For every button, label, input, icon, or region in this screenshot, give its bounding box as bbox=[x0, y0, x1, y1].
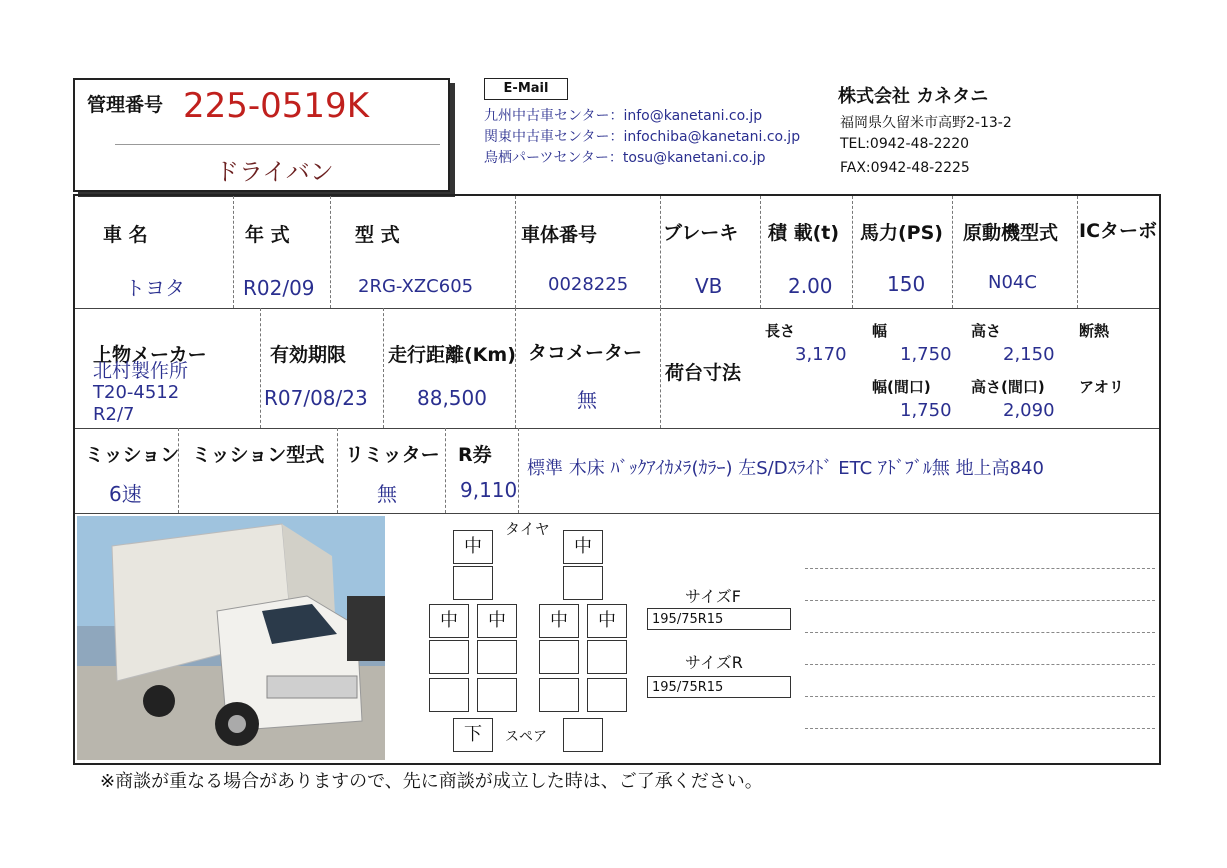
header-tachometer: タコメーター bbox=[528, 342, 643, 364]
spare-label: スペア bbox=[505, 729, 547, 745]
tire-empty-slot bbox=[563, 566, 603, 600]
tire-rear-right-outer: 中 bbox=[587, 604, 627, 638]
value-limiter: 無 bbox=[377, 482, 397, 506]
header-engine-type: 原動機型式 bbox=[963, 222, 1059, 244]
value-r-ticket: 9,110 bbox=[460, 478, 518, 502]
tire-empty-slot bbox=[539, 640, 579, 674]
row-divider bbox=[75, 513, 1159, 514]
value-engine-type: N04C bbox=[988, 272, 1037, 293]
tire-spare: 下 bbox=[453, 718, 493, 752]
body-maker-serial: T20-4512 bbox=[93, 382, 180, 403]
note-line bbox=[805, 696, 1155, 697]
body-maker-date: R2/7 bbox=[93, 404, 135, 425]
contact-email[interactable]: info@kanetani.co.jp bbox=[623, 108, 763, 124]
value-width-opening: 1,750 bbox=[900, 400, 952, 421]
tire-empty-slot bbox=[477, 678, 517, 712]
tire-empty-slot bbox=[587, 678, 627, 712]
company-name: 株式会社 カネタニ bbox=[838, 86, 989, 107]
contact-center: 九州中古車センター： bbox=[484, 108, 624, 124]
note-line bbox=[805, 728, 1155, 729]
header-vehicle-name: 車 名 bbox=[103, 224, 148, 246]
value-horsepower: 150 bbox=[887, 272, 926, 296]
body-maker-name: 北村製作所 bbox=[93, 360, 189, 382]
value-height-opening: 2,090 bbox=[1003, 400, 1055, 421]
tire-rear-left-inner: 中 bbox=[477, 604, 517, 638]
row-divider bbox=[75, 308, 1159, 309]
header-ic-turbo: ICターボ bbox=[1079, 220, 1158, 242]
tire-rear-right-inner: 中 bbox=[539, 604, 579, 638]
value-chassis-number: 0028225 bbox=[548, 274, 629, 295]
header-body-maker: 上物メーカー bbox=[93, 344, 207, 366]
size-rear-label: サイズR bbox=[685, 653, 743, 672]
col-divider bbox=[337, 428, 338, 513]
value-vehicle-name: トヨタ bbox=[125, 276, 185, 300]
col-divider bbox=[515, 308, 516, 428]
body-maker-block bbox=[93, 360, 188, 426]
col-divider bbox=[760, 196, 761, 308]
tire-front-left: 中 bbox=[453, 530, 493, 564]
mgmt-label: 管理番号 bbox=[87, 94, 164, 116]
tire-front-right: 中 bbox=[563, 530, 603, 564]
col-divider bbox=[330, 196, 331, 308]
header-brake: ブレーキ bbox=[663, 222, 739, 244]
header-mileage: 走行距離(Km) bbox=[388, 344, 516, 366]
col-divider bbox=[445, 428, 446, 513]
label-insulation: 断熱 bbox=[1079, 322, 1110, 340]
tire-empty-slot bbox=[539, 678, 579, 712]
tire-empty-slot bbox=[453, 566, 493, 600]
col-divider bbox=[233, 196, 234, 308]
options-text: 標準 木床 ﾊﾞｯｸｱｲｶﾒﾗ(ｶﾗｰ) 左S/Dｽﾗｲﾄﾞ ETC ｱﾄﾞﾌﾞﾙ無 地上高840 bbox=[527, 458, 1044, 479]
value-tachometer: 無 bbox=[577, 388, 597, 412]
col-divider bbox=[518, 428, 519, 513]
value-length: 3,170 bbox=[795, 344, 847, 365]
tire-label: タイヤ bbox=[505, 520, 550, 538]
company-address: 福岡県久留米市高野2-13-2 bbox=[840, 115, 1012, 131]
contact-center: 関東中古車センター： bbox=[484, 129, 624, 145]
header-limiter: リミッター bbox=[345, 444, 440, 466]
contact-center: 鳥栖パーツセンター： bbox=[484, 150, 623, 166]
mgmt-number: 225-0519K bbox=[183, 86, 369, 126]
truck-photo bbox=[77, 516, 385, 760]
contact-email[interactable]: infochiba@kanetani.co.jp bbox=[623, 129, 801, 145]
header-chassis-number: 車体番号 bbox=[521, 224, 598, 246]
label-length: 長さ bbox=[765, 322, 796, 340]
label-aori: アオリ bbox=[1079, 378, 1124, 396]
size-rear-value: 195/75R15 bbox=[647, 676, 791, 698]
col-divider bbox=[952, 196, 953, 308]
tire-empty-slot bbox=[477, 640, 517, 674]
header-year: 年 式 bbox=[245, 224, 290, 246]
col-divider bbox=[1077, 196, 1078, 308]
header-cargo-dimensions: 荷台寸法 bbox=[665, 362, 742, 384]
col-divider bbox=[852, 196, 853, 308]
size-front-value: 195/75R15 bbox=[647, 608, 791, 630]
value-brake: VB bbox=[695, 274, 723, 298]
label-width: 幅 bbox=[872, 322, 888, 340]
note-line bbox=[805, 632, 1155, 633]
value-width: 1,750 bbox=[900, 344, 952, 365]
tire-empty-slot bbox=[429, 678, 469, 712]
label-height-opening: 高さ(間口) bbox=[971, 378, 1045, 396]
label-width-opening: 幅(間口) bbox=[872, 378, 931, 396]
col-divider bbox=[660, 196, 661, 308]
value-load: 2.00 bbox=[788, 274, 833, 298]
size-front-label: サイズF bbox=[685, 587, 741, 606]
contact-email[interactable]: tosu@kanetani.co.jp bbox=[622, 150, 766, 166]
tire-empty-slot bbox=[563, 718, 603, 752]
contact-row bbox=[484, 148, 800, 169]
value-mileage: 88,500 bbox=[417, 386, 487, 410]
company-tel: TEL:0942-48-2220 bbox=[840, 136, 970, 152]
note-line bbox=[805, 568, 1155, 569]
value-year: R02/09 bbox=[243, 276, 315, 300]
tire-rear-left-outer: 中 bbox=[429, 604, 469, 638]
spec-table bbox=[73, 194, 1161, 765]
value-model: 2RG-XZC605 bbox=[358, 276, 474, 297]
col-divider bbox=[260, 308, 261, 428]
col-divider bbox=[515, 196, 516, 308]
email-label: E-Mail bbox=[484, 78, 568, 100]
header-load: 積 載(t) bbox=[768, 222, 840, 244]
contact-list bbox=[484, 106, 800, 169]
header-model: 型 式 bbox=[355, 224, 400, 246]
row-divider bbox=[75, 428, 1159, 429]
value-mission: 6速 bbox=[109, 482, 142, 506]
header-r-ticket: R券 bbox=[458, 444, 492, 466]
tire-empty-slot bbox=[587, 640, 627, 674]
header-expiry: 有効期限 bbox=[270, 344, 347, 366]
management-box bbox=[73, 78, 450, 192]
value-expiry: R07/08/23 bbox=[264, 386, 368, 410]
header-mission-type: ミッション型式 bbox=[192, 444, 325, 466]
header-horsepower: 馬力(PS) bbox=[860, 222, 943, 244]
contact-row bbox=[484, 127, 800, 148]
label-height: 高さ bbox=[971, 322, 1002, 340]
divider bbox=[115, 144, 440, 145]
header-mission: ミッション bbox=[85, 444, 180, 466]
col-divider bbox=[383, 308, 384, 428]
note-line bbox=[805, 600, 1155, 601]
company-fax: FAX:0942-48-2225 bbox=[840, 160, 970, 176]
tire-empty-slot bbox=[429, 640, 469, 674]
body-type: ドライバン bbox=[215, 158, 334, 186]
col-divider bbox=[660, 308, 661, 428]
footer-note: ※商談が重なる場合がありますので、先に商談が成立した時は、ご了承ください。 bbox=[100, 771, 763, 792]
note-line bbox=[805, 664, 1155, 665]
contact-row bbox=[484, 106, 800, 127]
value-height: 2,150 bbox=[1003, 344, 1055, 365]
